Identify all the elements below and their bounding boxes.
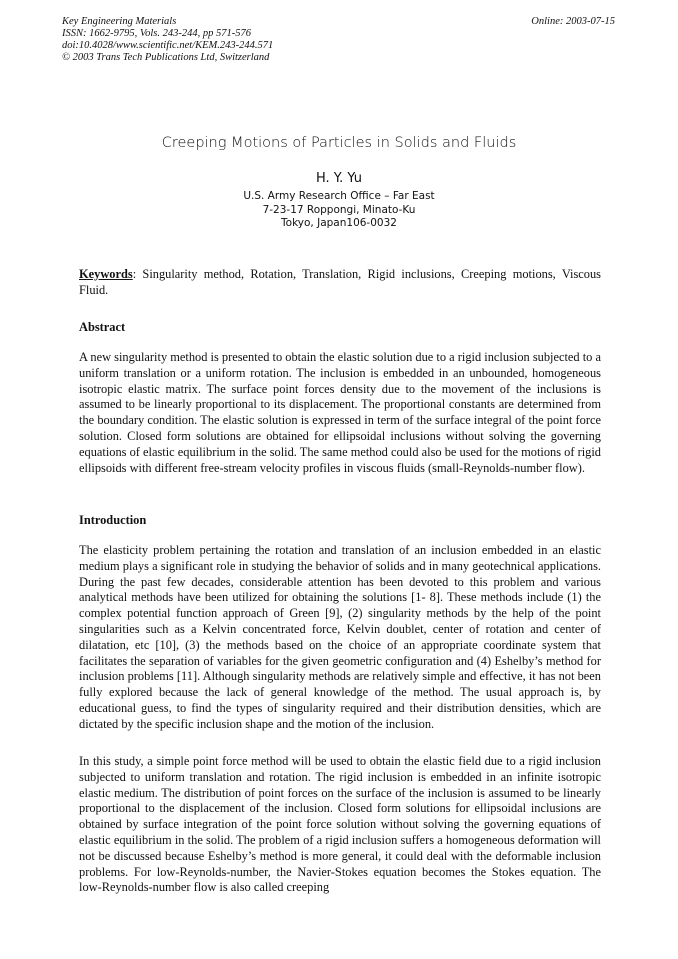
journal-name: Key Engineering Materials bbox=[62, 16, 177, 27]
keywords-label: Keywords bbox=[79, 267, 133, 281]
online-date: Online: 2003-07-15 bbox=[531, 16, 615, 27]
abstract-heading: Abstract bbox=[79, 320, 126, 334]
journal-header bbox=[62, 16, 273, 64]
abstract-text: A new singularity method is presented to obtain the elastic solution due to a rigid inclusion subjected to a uniform translation or a uniform rotation. The inclusion is embedded in an unbounded, homogeneous isotropic elastic matrix. The surface point forces density due to the movement of the inclusions is assumed to be linearly proportional to its displacement. The proportional constants are determined from the boundary condition. The elastic solution is expressed in term of the surface integral of the point force solution. Closed form solutions are obtained for ellipsoidal inclusions without solving the governing equations of elastic equilibrium in the solid. The same method could also be used for the motions of rigid ellipsoids with different free-stream velocity profiles in viscous fluids (small-Reynolds-number flow). bbox=[79, 350, 601, 475]
introduction-paragraph: The elasticity problem pertaining the rotation and translation of an inclusion embedded in an elastic medium plays a significant role in studying the behavior of solids and in many geotechnical applications. During the past few decades, considerable attention has been devoted to this problem and various analytical methods have been utilized for obtaining the solutions [1- 8]. These methods include (1) the complex potential function approach of Green [9], (2) singularity methods by the help of the point singularities such as a Kelvin concentrated force, Kelvin doublet, center of rotation and center of dilatation, etc [10], (3) the methods based on the choice of an appropriate coordinate system that facilitates the separation of variables for the given geometric configuration and (4) Eshelby’s method for inclusion problems [11]. Although singularity methods are relatively simple and effective, it has not been fully explored because the lack of general knowledge of the method. The usual approach is, by educational guess, to find the types of singularity required and their distribution densities, which are dictated by the specific inclusion shape and the motion of the inclusion. bbox=[79, 543, 601, 731]
issn-line: ISSN: 1662-9795, Vols. 243-244, pp 571-576 bbox=[62, 28, 251, 39]
introduction-paragraph: In this study, a simple point force method will be used to obtain the elastic field due to a rigid inclusion subjected to uniform translation and rotation. The rigid inclusion is embedded in an infinite isotropic elastic medium. The distribution of point forces on the surface of the inclusion is assumed to be linearly proportional to the displacement of the inclusion. Closed form solutions for ellipsoidal inclusions are obtained by surface integration of the point force solution without solving the governing equations of elastic equilibrium in the solid. The problem of a rigid inclusion suffers a homogeneous deformation will not be discussed because Eshelby’s method is more general, it could deal with the deformable inclusion problems. For low-Reynolds-number, the Navier-Stokes equation becomes the Stokes equation. The low-Reynolds-number flow is also called creeping bbox=[79, 754, 601, 895]
introduction-heading: Introduction bbox=[79, 513, 147, 527]
keywords-text: : Singularity method, Rotation, Translation, Rigid inclusions, Creeping motions, Viscous Fluid. bbox=[79, 267, 601, 297]
affiliation bbox=[0, 190, 678, 231]
doi-line: doi:10.4028/www.scientific.net/KEM.243-244.571 bbox=[62, 40, 274, 51]
paper-title: Creeping Motions of Particles in Solids and Fluids bbox=[161, 135, 517, 151]
copyright-line: © 2003 Trans Tech Publications Ltd, Switzerland bbox=[62, 52, 270, 63]
affiliation-line: 7-23-17 Roppongi, Minato-Ku bbox=[262, 203, 416, 216]
keywords bbox=[79, 267, 601, 299]
author-name: H. Y. Yu bbox=[315, 171, 363, 186]
affiliation-line: Tokyo, Japan106-0032 bbox=[281, 217, 397, 229]
affiliation-line: U.S. Army Research Office – Far East bbox=[243, 190, 435, 202]
